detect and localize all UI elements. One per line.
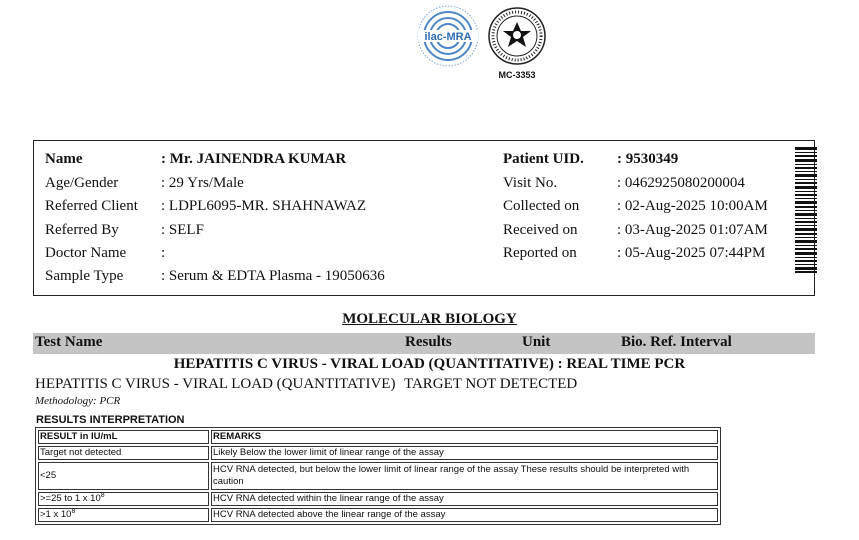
uid-value: : 9530349 <box>617 151 679 167</box>
refby-label: Referred By <box>45 222 119 238</box>
age-value: : 29 Yrs/Male <box>161 175 244 191</box>
certificate-code: MC-3353 <box>498 70 536 80</box>
test-heading: HEPATITIS C VIRUS - VIRAL LOAD (QUANTITATIVE) : REAL TIME PCR <box>173 356 686 372</box>
col-test-name: Test Name <box>35 334 103 350</box>
ilac-mra-text: ilac-MRA <box>424 31 472 43</box>
sample-label: Sample Type <box>45 268 124 284</box>
ilac-mra-logo <box>416 4 480 68</box>
row-result-exponent: 8 <box>100 491 105 499</box>
col-results: Results <box>405 334 452 350</box>
row-remark: Likely Below the lower limit of linear range of the assay <box>211 446 718 460</box>
table-row <box>38 462 718 490</box>
col-unit: Unit <box>522 334 551 350</box>
row-result-base: >=25 to 1 x 10 <box>40 493 101 504</box>
col-ref-interval: Bio. Ref. Interval <box>621 334 732 350</box>
client-value: : LDPL6095-MR. SHAHNAWAZ <box>161 198 367 214</box>
name-value: : Mr. JAINENDRA KUMAR <box>161 151 347 167</box>
row-remark: HCV RNA detected, but below the lower limit of linear range of the assay These results should be interpreted with caution <box>211 462 718 490</box>
interpretation-title: RESULTS INTERPRETATION <box>36 414 185 426</box>
table-row <box>38 446 718 460</box>
row-result <box>38 508 209 522</box>
client-label: Referred Client <box>45 198 138 214</box>
header-result: RESULT in IU/mL <box>38 430 209 444</box>
nabl-seal-logo <box>487 5 547 67</box>
column-header-bar <box>33 333 815 354</box>
row-result <box>38 492 209 506</box>
interpretation-table <box>35 427 721 525</box>
table-row <box>38 508 718 522</box>
test-name: HEPATITIS C VIRUS - VIRAL LOAD (QUANTITATIVE) <box>35 376 396 392</box>
row-result-exponent: 8 <box>71 507 76 515</box>
refby-value: : SELF <box>161 222 204 238</box>
visit-label: Visit No. <box>503 175 558 191</box>
row-remark: HCV RNA detected above the linear range of the assay <box>211 508 718 522</box>
reported-label: Reported on <box>503 245 577 261</box>
methodology: Methodology: PCR <box>35 395 121 407</box>
uid-label: Patient UID. <box>503 151 584 167</box>
age-label: Age/Gender <box>45 175 119 191</box>
row-result: <25 <box>38 462 209 490</box>
name-label: Name <box>45 151 83 167</box>
patient-info-box <box>33 140 815 296</box>
visit-value: : 0462925080200004 <box>617 175 745 191</box>
collected-label: Collected on <box>503 198 580 214</box>
barcode <box>795 147 817 273</box>
header-remarks: REMARKS <box>211 430 718 444</box>
sample-value: : Serum & EDTA Plasma - 19050636 <box>161 268 385 284</box>
section-title: MOLECULAR BIOLOGY <box>342 311 517 327</box>
doctor-value: : <box>161 245 166 261</box>
doctor-label: Doctor Name <box>45 245 127 261</box>
received-label: Received on <box>503 222 578 238</box>
row-result: Target not detected <box>38 446 209 460</box>
received-value: : 03-Aug-2025 01:07AM <box>617 222 768 238</box>
table-row <box>38 492 718 506</box>
reported-value: : 05-Aug-2025 07:44PM <box>617 245 766 261</box>
row-result-base: >1 x 10 <box>40 509 72 520</box>
row-remark: HCV RNA detected within the linear range of the assay <box>211 492 718 506</box>
test-result: TARGET NOT DETECTED <box>404 376 578 392</box>
table-header-row <box>38 430 718 444</box>
collected-value: : 02-Aug-2025 10:00AM <box>617 198 768 214</box>
